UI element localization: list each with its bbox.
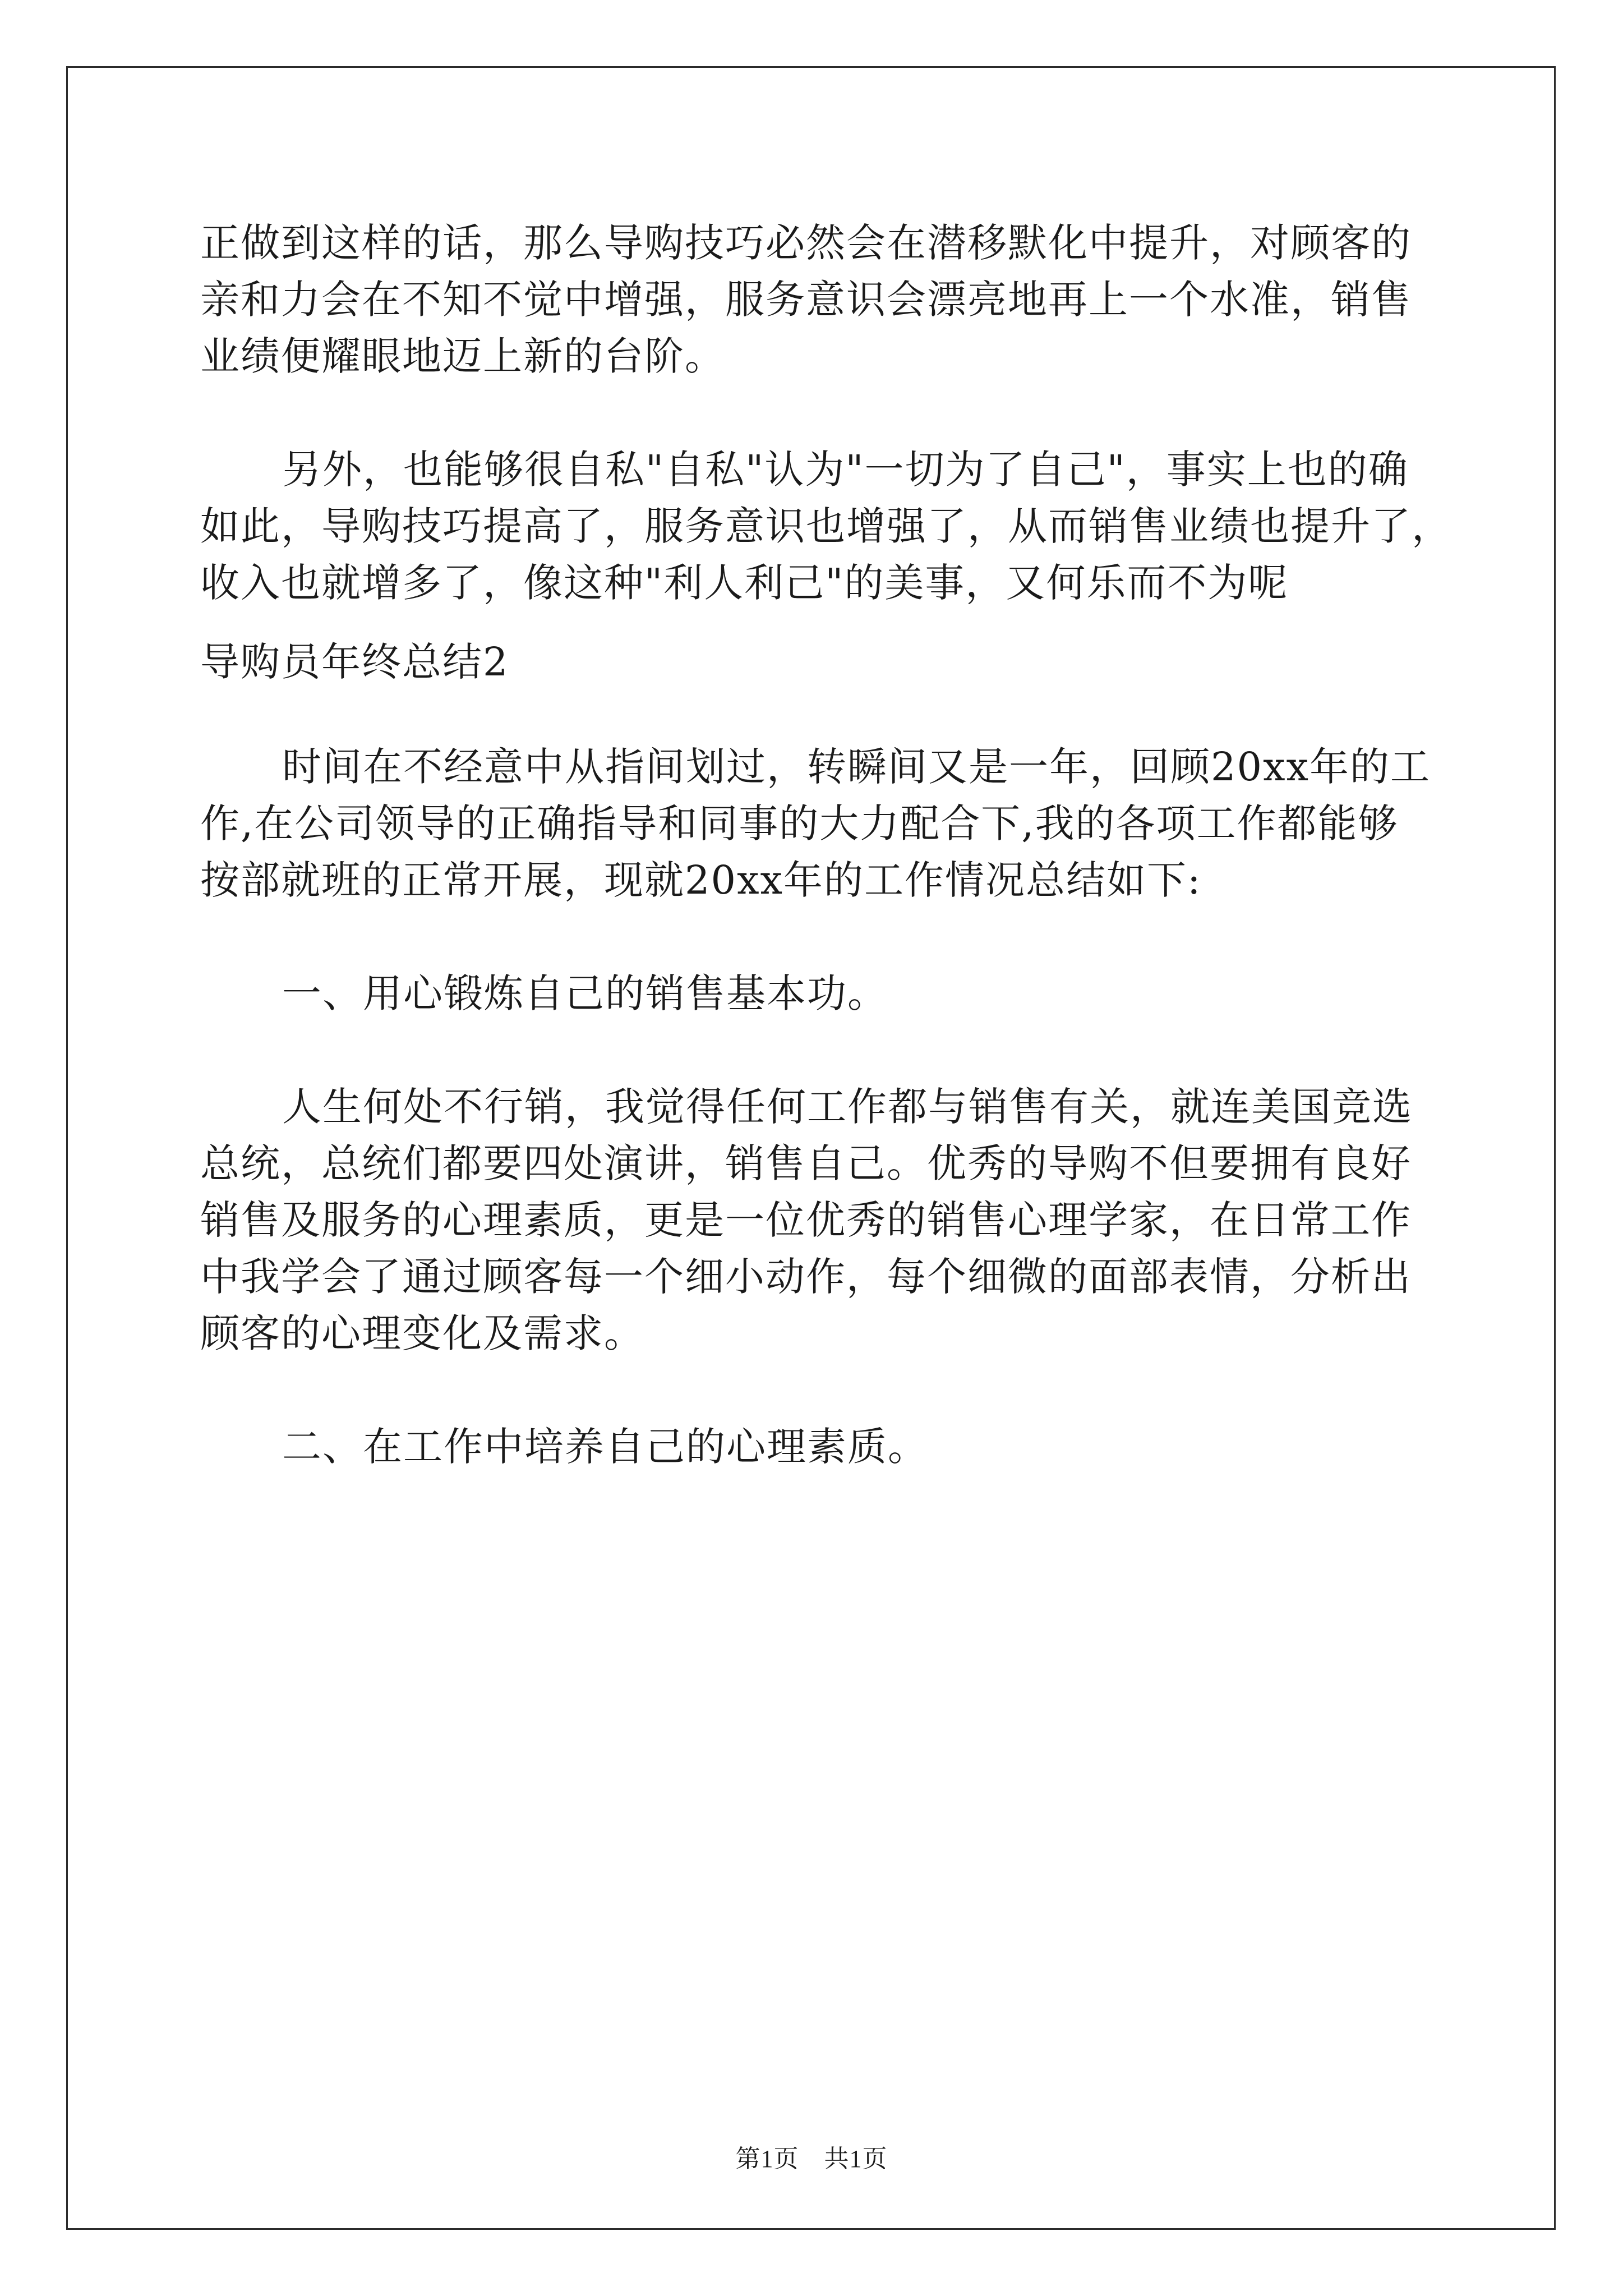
text-line: 如此，导购技巧提高了，服务意识也增强了，从而销售业绩也提升了， <box>200 503 1452 549</box>
text-line: 顾客的心理变化及需求。 <box>200 1310 644 1356</box>
paragraph <box>200 441 1452 611</box>
paragraph <box>200 215 1428 385</box>
paragraph <box>200 1079 1428 1362</box>
text-line: 正做到这样的话，那么导购技巧必然会在潜移默化中提升，对顾客的 <box>200 220 1412 266</box>
text-line: 按部就班的正常开展，现就20xx年的工作情况总结如下: <box>200 857 1202 903</box>
section-heading: 导购员年终总结2 <box>200 639 509 685</box>
paragraph <box>200 739 1431 909</box>
text-line: 业绩便耀眼地迈上新的台阶。 <box>200 333 725 379</box>
page-footer: 第1页 共1页 <box>735 2145 888 2173</box>
text-line: 中我学会了通过顾客每一个细小动作，每个细微的面部表情，分析出 <box>200 1254 1412 1300</box>
text-line: 一、用心锻炼自己的销售基本功。 <box>282 970 888 1016</box>
text-line: 亲和力会在不知不觉中增强，服务意识会漂亮地再上一个水准，销售 <box>200 277 1412 323</box>
text-line: 作,在公司领导的正确指导和同事的大力配合下,我的各项工作都能够 <box>200 800 1399 846</box>
text-line: 人生何处不行销，我觉得任何工作都与销售有关，就连美国竞选 <box>282 1084 1413 1130</box>
text-line: 时间在不经意中从指间划过，转瞬间又是一年，回顾20xx年的工 <box>282 744 1431 790</box>
text-line: 销售及服务的心理素质，更是一位优秀的销售心理学家，在日常工作 <box>200 1197 1412 1243</box>
paragraph <box>200 965 1428 1022</box>
paragraph <box>200 1419 1428 1475</box>
text-line: 另外，也能够很自私"自私"认为"一切为了自己"，事实上也的确 <box>282 447 1409 493</box>
document-body <box>200 215 1452 1475</box>
text-line: 总统，总统们都要四处演讲，销售自己。优秀的导购不但要拥有良好 <box>200 1140 1412 1186</box>
text-line: 二、在工作中培养自己的心理素质。 <box>282 1424 928 1470</box>
text-line: 收入也就增多了，像这种"利人利己"的美事，又何乐而不为呢 <box>200 560 1289 606</box>
